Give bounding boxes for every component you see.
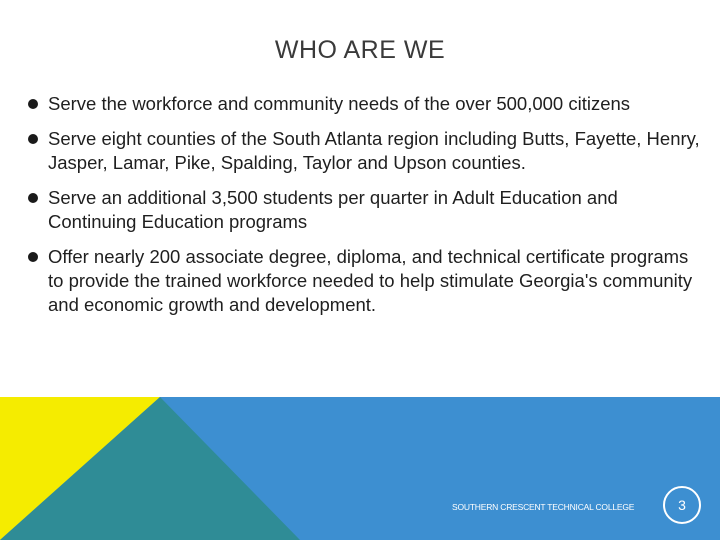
footer-organization: SOUTHERN CRESCENT TECHNICAL COLLEGE [452,502,635,512]
bullet-item [28,186,704,234]
bullet-text: Serve an additional 3,500 students per quarter in Adult Education and Continuing Education programs [48,187,618,232]
bullet-text: Serve the workforce and community needs of the over 500,000 citizens [48,93,631,114]
bullet-dot-icon [28,193,38,203]
bullet-text: Serve eight counties of the South Atlanta region including Butts, Fayette, Henry, Jasper, Lamar, Pike, Spalding, Taylor and Upson counties. [48,128,700,173]
bullet-item [28,245,704,317]
bullet-dot-icon [28,252,38,262]
page-number: 3 [678,497,686,513]
bullet-dot-icon [28,99,38,109]
bullet-list [28,92,704,328]
page-number-badge [663,486,701,524]
bullet-item [28,127,704,175]
slide-title: WHO ARE WE [274,36,446,64]
bullet-item [28,92,704,116]
bullet-dot-icon [28,134,38,144]
bullet-text: Offer nearly 200 associate degree, diploma, and technical certificate programs to provide the trained workforce needed to help stimulate Georgia's community and economic growth and development. [48,246,693,315]
